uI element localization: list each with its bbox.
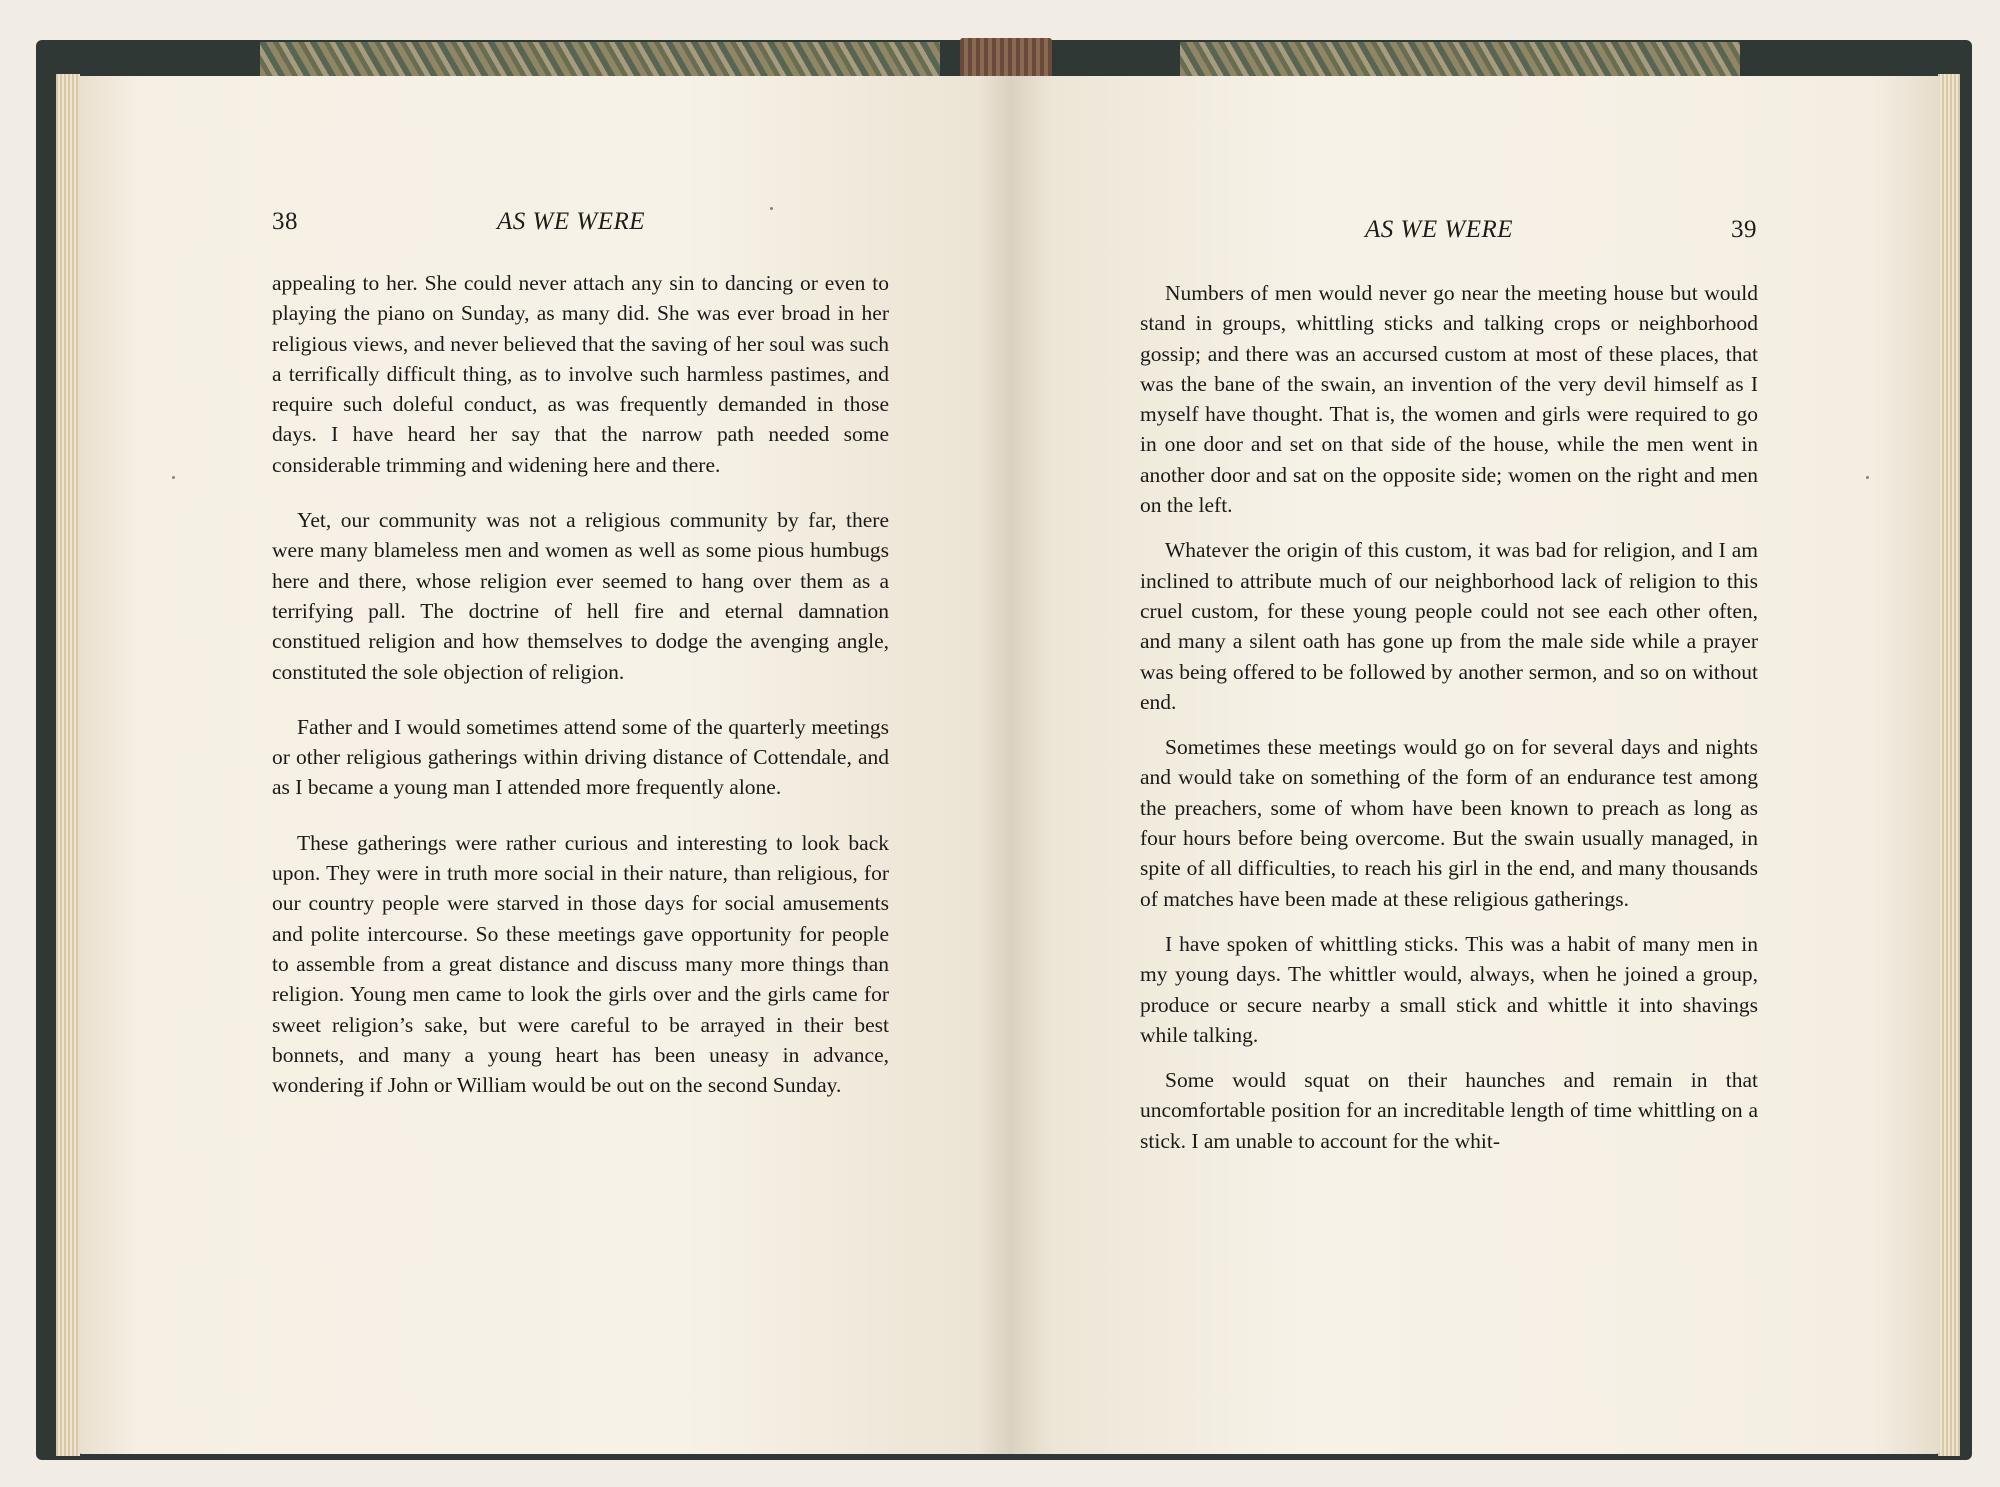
paragraph: Whatever the origin of this custom, it was bad for religion, and I am inclined to attribute much of our neighborhood lack of religion to this cruel custom, for these young people could not see each other often, and many a silent oath has gone up from the male side while a prayer was being offered to be followed by another sermon, and so on without end. <box>1140 538 1758 714</box>
marbled-board-right <box>1180 42 1740 76</box>
left-running-title: AS WE WERE <box>497 208 646 235</box>
marbled-board-left <box>260 42 940 76</box>
right-page-number: 39 <box>1731 216 1757 243</box>
right-page-text <box>1140 278 1758 1156</box>
paragraph: I have spoken of whittling sticks. This was a habit of many men in my young days. The whittler would, always, when he joined a group, produce or secure nearby a small stick and whittle it into shavings while talking. <box>1140 931 1758 1047</box>
paper-speck <box>770 207 773 210</box>
paper-speck <box>1866 476 1869 479</box>
left-page-edges <box>56 74 80 1456</box>
paragraph: Sometimes these meetings would go on for several days and nights and would take on something of the form of an endurance test among the preachers, some of whom have been known to preach as long as four hours before being overcome. But the swain usually managed, in spite of all difficulties, to reach his girl in the end, and many thousands of matches have been made at these religious gatherings. <box>1140 735 1758 911</box>
paragraph: These gatherings were rather curious and interesting to look back upon. They were in truth more social in their nature, than religious, for our country people were starved in those days for social amusements and polite intercourse. So these meetings gave opportunity for people to assemble from a great distance and discuss many more things than religion. Young men came to look the girls over and the girls came for sweet religion’s sake, but were careful to be arrayed in their best bonnets, and many a young heart has been uneasy in advance, wondering if John or William would be out on the second Sunday. <box>272 830 889 1098</box>
paragraph: Some would squat on their haunches and remain in that uncomfortable position for an increditable length of time whittling on a stick. I am unable to account for the whit- <box>1140 1068 1758 1153</box>
paper-speck <box>172 476 175 479</box>
paragraph: Numbers of men would never go near the meeting house but would stand in groups, whittling sticks and talking crops or neighborhood gossip; and there was an accursed custom at most of these places, that was the bane of the swain, an invention of the very devil himself as I myself have thought. That is, the women and girls were required to go in one door and set on that side of the house, while the men went in another door and sat on the opposite side; women on the right and men on the left. <box>1140 281 1758 518</box>
right-running-title: AS WE WERE <box>1365 216 1514 243</box>
left-page-number: 38 <box>272 208 298 235</box>
spine-headband <box>960 38 1052 78</box>
paragraph: appealing to her. She could never attach any sin to dancing or even to playing the piano on Sunday, as many did. She was ever broad in her religious views, and never believed that the saving of her soul was such a terrifically difficult thing, as to involve such harmless pastimes, and require such doleful conduct, as was frequently demanded in those days. I have heard her say that the narrow path needed some considerable trimming and widening here and there. <box>272 271 889 477</box>
right-page-edges <box>1938 74 1960 1456</box>
paragraph: Father and I would sometimes attend some of the quarterly meetings or other religious gatherings within driving distance of Cottendale, and as I became a young man I attended more frequently alone. <box>272 714 889 800</box>
paragraph: Yet, our community was not a religious community by far, there were many blameless men and women as well as some pious humbugs here and there, whose religion ever seemed to hang over them as a terrifying pall. The doctrine of hell fire and eternal damnation constitued religion and how themselves to dodge the avenging angle, constituted the sole objection of religion. <box>272 508 889 684</box>
left-page-text <box>272 268 889 1100</box>
